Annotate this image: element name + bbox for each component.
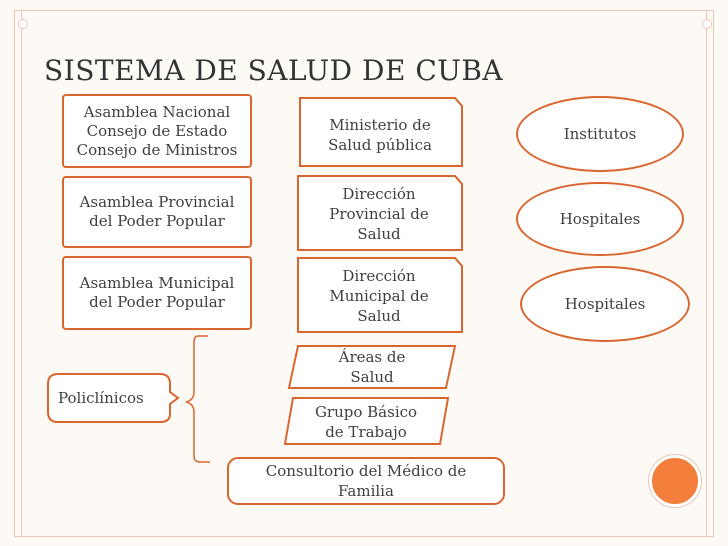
areas-label: Áreas de Salud — [338, 348, 406, 386]
grupo-label: Grupo Básico de Trabajo — [314, 403, 418, 441]
policlinicos-label: Policlínicos — [58, 389, 144, 407]
ornament-orange-circle — [649, 455, 701, 507]
ornament-dot-top-right — [702, 19, 712, 29]
asamblea-provincial-box — [62, 176, 252, 248]
hospitales-municipal-ellipse — [520, 266, 690, 342]
asamblea-provincial-label: Asamblea Provincial del Poder Popular — [79, 193, 235, 230]
institutos-label: Institutos — [563, 124, 637, 143]
ornament-dot-top-left — [18, 19, 28, 29]
direccion-provincial-label: Dirección Provincial de Salud — [329, 185, 429, 243]
asamblea-municipal-label: Asamblea Municipal del Poder Popular — [79, 274, 235, 311]
asamblea-nacional-label: Asamblea Nacional Consejo de Estado Consejo de Ministros — [76, 102, 238, 159]
institutos-ellipse — [516, 96, 684, 172]
direccion-municipal-label: Dirección Municipal de Salud — [329, 267, 429, 325]
page-title: SISTEMA DE SALUD DE CUBA — [44, 54, 504, 87]
hospitales-provincial-ellipse — [516, 182, 684, 256]
hospitales-municipal-label: Hospitales — [564, 294, 646, 313]
ministerio-label: Ministerio de Salud pública — [328, 116, 432, 154]
consultorio-label: Consultorio del Médico de Familia — [265, 462, 467, 500]
asamblea-nacional-box — [62, 94, 252, 168]
bracket-brace — [186, 336, 210, 462]
asamblea-municipal-box — [62, 256, 252, 330]
hospitales-provincial-label: Hospitales — [559, 209, 641, 228]
